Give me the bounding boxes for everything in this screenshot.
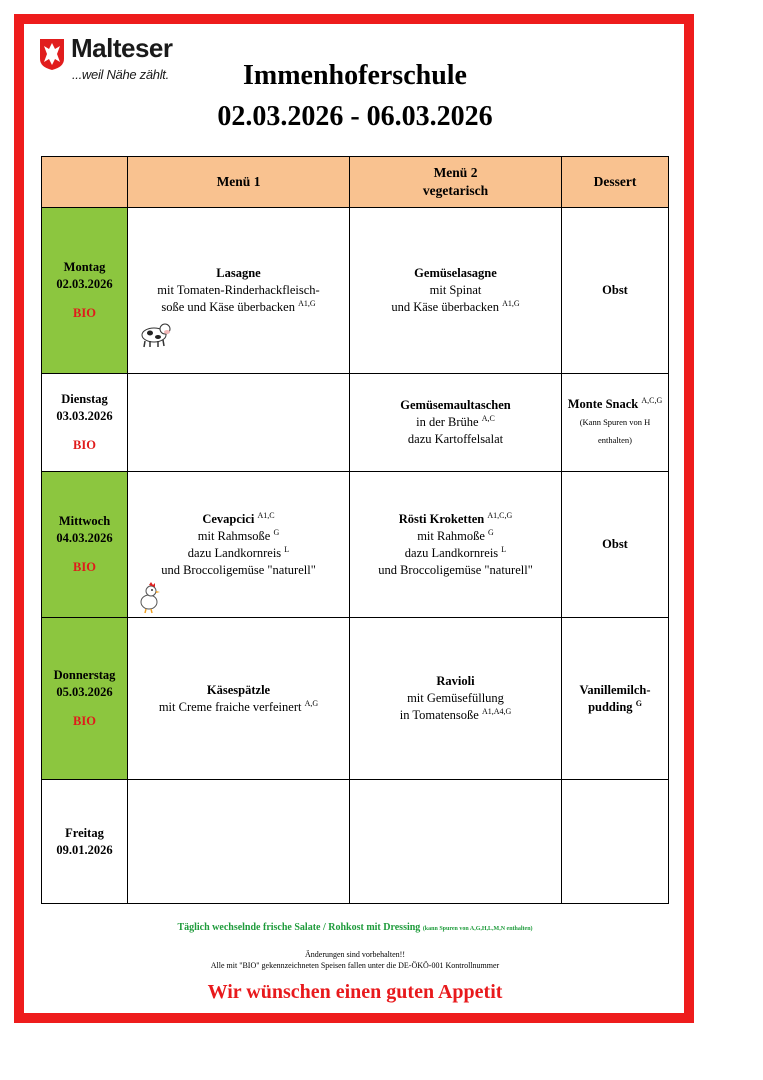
dish-line: in der Brühe (416, 415, 479, 429)
day-cell (42, 472, 128, 618)
menu1-cell (128, 618, 350, 780)
day-name: Mittwoch (58, 514, 111, 528)
menu1-cell (128, 374, 350, 472)
dish-title: Ravioli (436, 674, 475, 688)
day-name: Montag (63, 260, 106, 274)
dish-line: in Tomatensoße (399, 708, 479, 722)
dessert-cell (562, 618, 669, 780)
dish-line: und Broccoligemüse "naturell" (378, 562, 533, 577)
dessert-cell: Obst (562, 472, 669, 618)
dish-title: Käsespätzle (206, 682, 271, 697)
header-menu2-veg: vegetarisch (422, 183, 489, 198)
header-menu2-label: Menü 2 (433, 165, 478, 180)
table-row (42, 472, 669, 618)
allergen-code: G (488, 527, 494, 537)
salad-text: Täglich wechselnde frische Salate / Rohkost mit Dressing (177, 922, 421, 933)
day-name: Donnerstag (53, 668, 116, 682)
menu2-cell (350, 374, 562, 472)
dish-title: Gemüselasagne (414, 266, 497, 280)
menu-table (41, 156, 669, 904)
day-date: 03.03.2026 (56, 409, 113, 423)
dessert-line: Vanillemilch- (579, 682, 651, 697)
allergen-code: A1,A4,G (481, 706, 512, 716)
bio-control-note: Alle mit "BIO" gekennzeichneten Speisen fallen unter die DE-ÖKÖ-001 Kontrollnummer (210, 961, 500, 970)
table-header-row (42, 157, 669, 208)
dessert-title: Monte Snack (567, 397, 639, 411)
menu1-cell (128, 208, 350, 374)
logo-tagline: ...weil Nähe zählt. (72, 67, 169, 82)
day-cell (42, 374, 128, 472)
dish-line: mit Rahmoße (417, 528, 485, 543)
dish-title: Gemüsemaultaschen (400, 398, 511, 412)
dish-line: dazu Landkornreis (404, 545, 499, 560)
menu1-cell (128, 780, 350, 904)
allergen-code: A1,G (502, 298, 520, 308)
dish-line: und Käse überbacken (391, 300, 499, 314)
dessert-note: (Kann Spuren von H (579, 417, 651, 427)
day-date: 04.03.2026 (56, 531, 113, 545)
chicken-icon (136, 582, 162, 614)
day-date: 09.01.2026 (56, 842, 113, 857)
bio-label: BIO (73, 438, 96, 452)
dish-line: mit Creme fraiche verfeinert (158, 699, 302, 714)
dish-line: dazu Landkornreis (187, 545, 282, 560)
greeting: Wir wünschen einen guten Appetit (207, 981, 503, 1003)
salad-allergen-note: (kann Spuren von A,G,H,L,M,N enthalten) (422, 926, 533, 932)
logo-name: Malteser (71, 33, 173, 63)
dish-line: soße und Käse überbacken (161, 300, 295, 314)
day-cell (42, 208, 128, 374)
bio-label: BIO (73, 714, 96, 728)
day-cell (42, 618, 128, 780)
dish-line: mit Tomaten-Rinderhackfleisch- (157, 283, 320, 297)
allergen-code: A,G (304, 698, 319, 708)
dessert-cell (562, 780, 669, 904)
header-menu2 (350, 157, 562, 208)
dessert-cell (562, 374, 669, 472)
menu2-cell (350, 618, 562, 780)
dish-title: Cevapcici (202, 511, 255, 526)
dish-line: dazu Kartoffelsalat (407, 432, 504, 446)
allergen-code: A1,C (257, 510, 275, 520)
bio-label: BIO (73, 560, 96, 574)
bio-label: BIO (73, 306, 96, 320)
dish-line: mit Spinat (429, 283, 482, 297)
allergen-code: A1,G (298, 298, 316, 308)
dish-title: Lasagne (216, 266, 261, 280)
day-cell (42, 780, 128, 904)
header-empty (42, 157, 128, 208)
changes-note: Änderungen sind vorbehalten!! (305, 950, 405, 959)
dish-line: und Broccoligemüse "naturell" (161, 562, 316, 577)
date-range: 02.03.2026 - 06.03.2026 (217, 101, 493, 132)
dish-line: mit Rahmsoße (197, 528, 271, 543)
dessert-line: pudding (588, 699, 633, 714)
menu2-cell (350, 780, 562, 904)
table-row (42, 780, 669, 904)
school-title: Immenhoferschule (243, 60, 467, 91)
dish-line: mit Gemüsefüllung (407, 691, 504, 705)
salad-note (0, 922, 710, 933)
table-row (42, 208, 669, 374)
dessert-note: enthalten) (598, 435, 632, 445)
menu2-cell (350, 208, 562, 374)
menu1-cell (128, 472, 350, 618)
allergen-code: G (273, 527, 280, 537)
header-dessert: Dessert (562, 157, 669, 208)
cow-icon (136, 318, 172, 348)
day-date: 02.03.2026 (56, 277, 113, 291)
allergen-code: A,C (481, 413, 495, 423)
menu2-cell (350, 472, 562, 618)
table-row (42, 374, 669, 472)
day-name: Freitag (65, 825, 104, 840)
header-menu1: Menü 1 (128, 157, 350, 208)
dish-title: Rösti Kroketten (398, 511, 485, 526)
dessert-cell: Obst (562, 208, 669, 374)
day-date: 05.03.2026 (56, 685, 113, 699)
table-row (42, 618, 669, 780)
allergen-code: L (284, 544, 290, 554)
allergen-code: G (635, 698, 642, 708)
allergen-code: A1,C,G (487, 510, 513, 520)
allergen-code: L (501, 544, 507, 554)
day-name: Dienstag (61, 392, 108, 406)
allergen-code: A,C,G (641, 395, 663, 405)
